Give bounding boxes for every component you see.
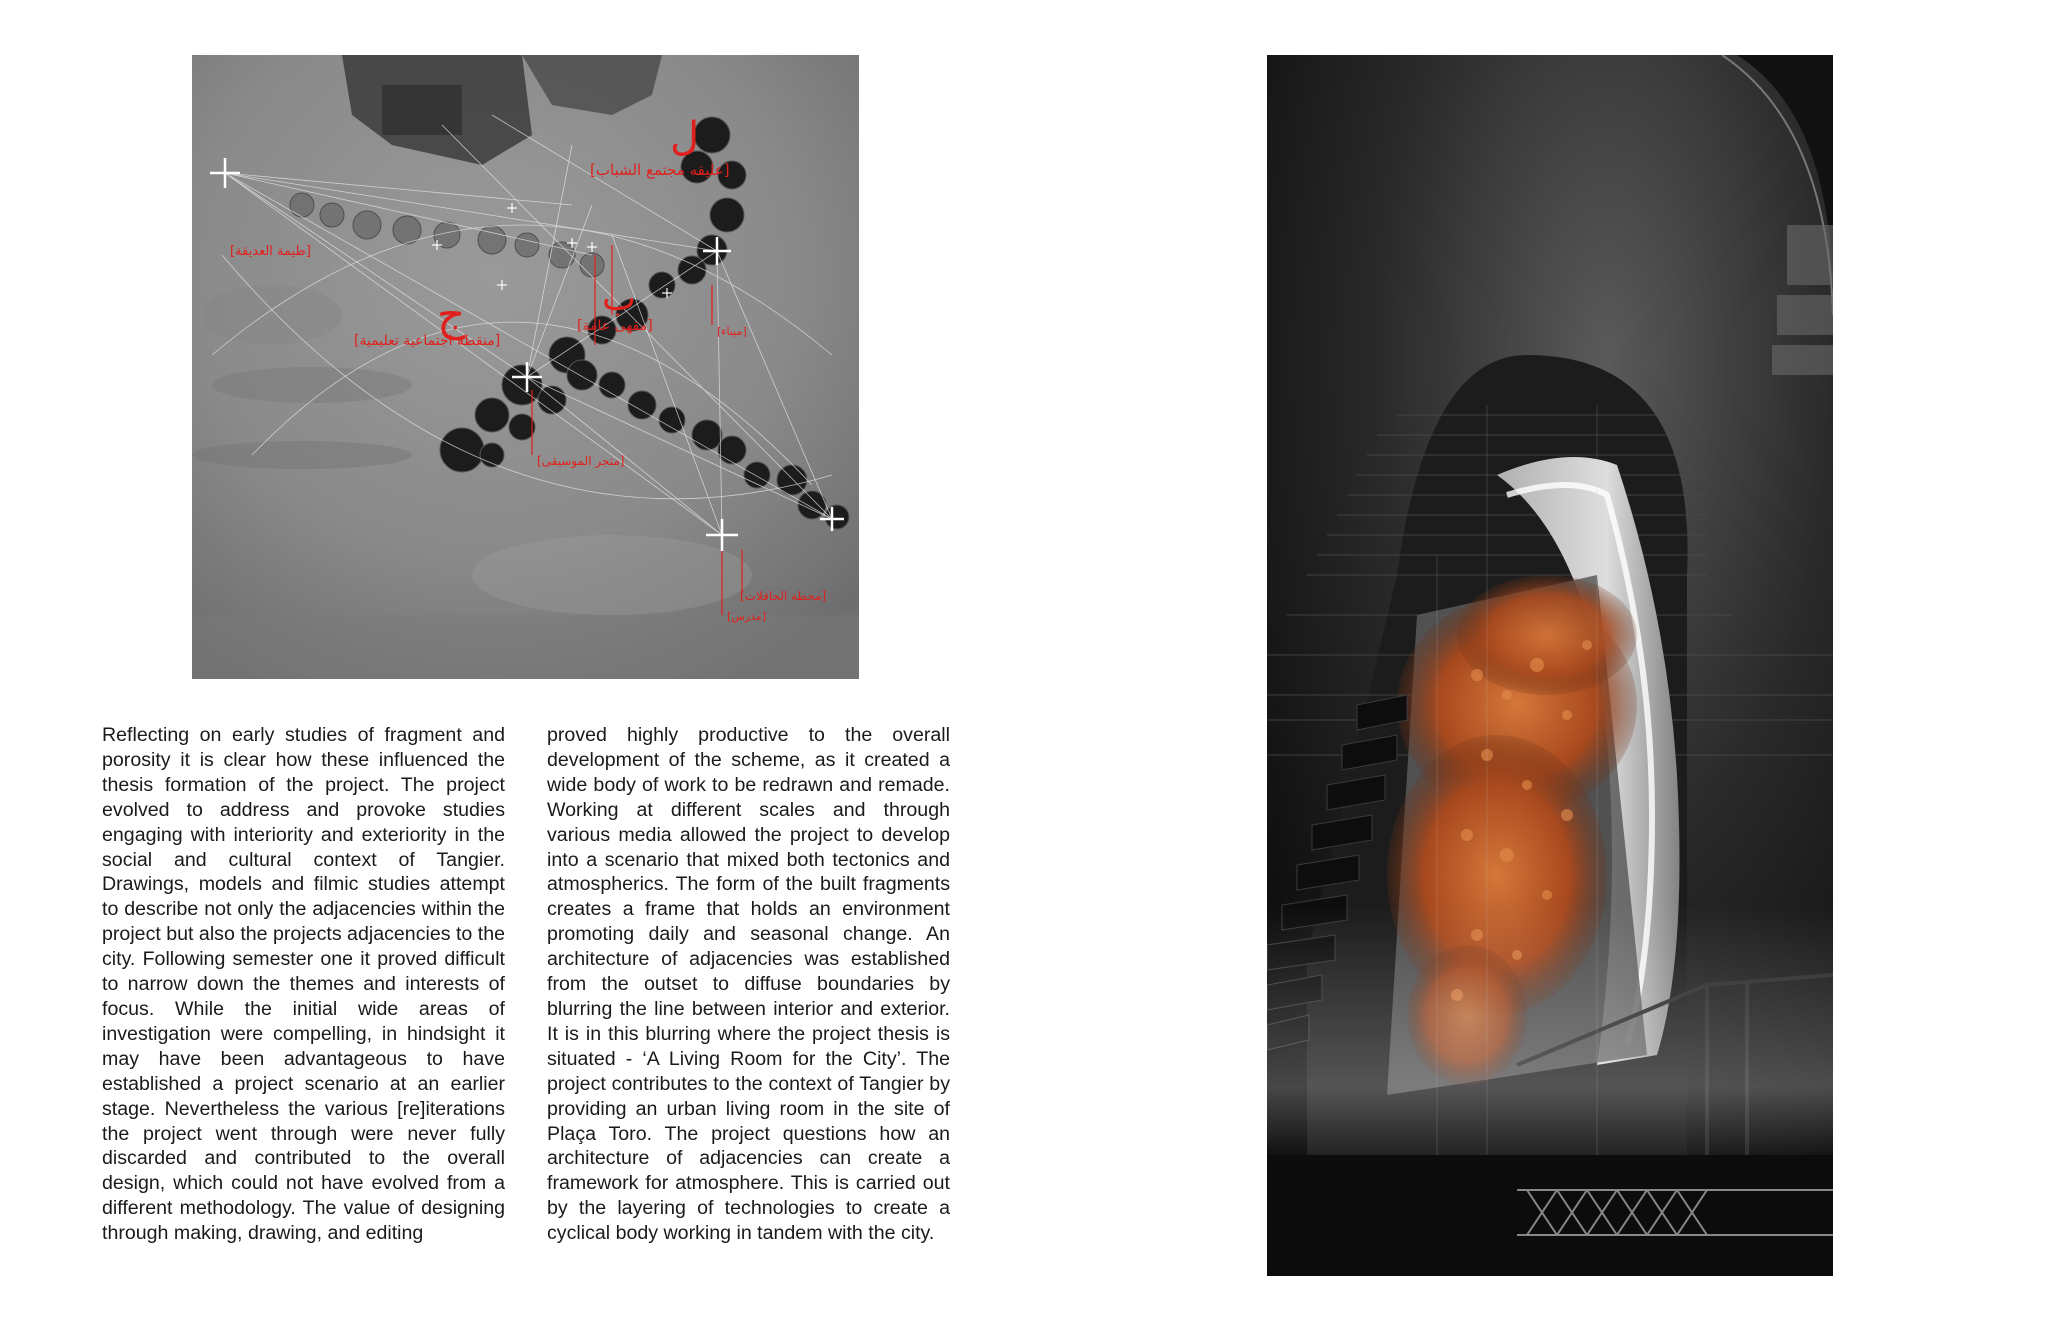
label-bus-station: [محطة الحافلات] bbox=[740, 589, 827, 603]
atmosphere-render-figure bbox=[1267, 55, 1833, 1276]
body-text-column-2: proved highly productive to the overall development of the scheme, as it created a wide body of work to be redrawn and remade. Working at different scales and through various media allowed the project to develop into a scenario that mixed both tectonics and atmospherics. The form of the built fragments creates a frame that holds an environment promoting daily and seasonal change. An architecture of adjacencies was established from the outset to diffuse boundaries by blurring the line between interior and exterior. It is in this blurring where the project thesis is situated - ‘A Living Room for the City’. The project contributes to the context of Tangier by providing an urban living room in the site of Plaça Toro. The project questions how an architecture of adjacencies can create a framework for atmosphere. This is carried out by the layering of technologies to create a cyclical body working in tandem with the city. bbox=[547, 724, 950, 1245]
site-plan-figure bbox=[192, 55, 859, 679]
label-social-learning: [منقطة اجتماعية تعليمية] bbox=[354, 333, 501, 349]
body-text-column-1: Reflecting on early studies of fragment and porosity it is clear how these influenced the thesis formation of the project. The project evolved to address and provoke studies engaging with interiority and exteriority in the social and cultural context of Tangier. Drawings, models and filmic studies attempt to describe not only the adjacencies within the project but also the projects adjacencies to the city. Following semester one it proved difficult to narrow down the themes and interests of focus. While the initial wide areas of investigation were compelling, in hindsight it may have been advantageous to have established a project scenario at an earlier stage. Nevertheless the various [re]iterations the project went through were never fully discarded and contributed to the overall design, which could not have evolved from a different methodology. The value of designing through making, drawing, and editing bbox=[102, 724, 506, 1245]
label-port: [ميناء] bbox=[717, 325, 747, 338]
label-public-cafe: [مقهى عامة] bbox=[577, 318, 653, 334]
atmosphere-render-image bbox=[1267, 55, 1833, 1276]
label-ba: ب bbox=[602, 278, 636, 319]
label-youth-community: [عليقه مجتمع الشباب] bbox=[590, 161, 730, 179]
label-teacher: [مدرس] bbox=[727, 610, 766, 623]
label-jim: ج bbox=[437, 290, 466, 341]
label-lam: ل bbox=[670, 114, 700, 160]
site-plan-image bbox=[192, 55, 859, 679]
label-music-store: [متجر الموسيقى] bbox=[537, 454, 625, 468]
label-garden: [طيمة العديقة] bbox=[230, 244, 311, 259]
